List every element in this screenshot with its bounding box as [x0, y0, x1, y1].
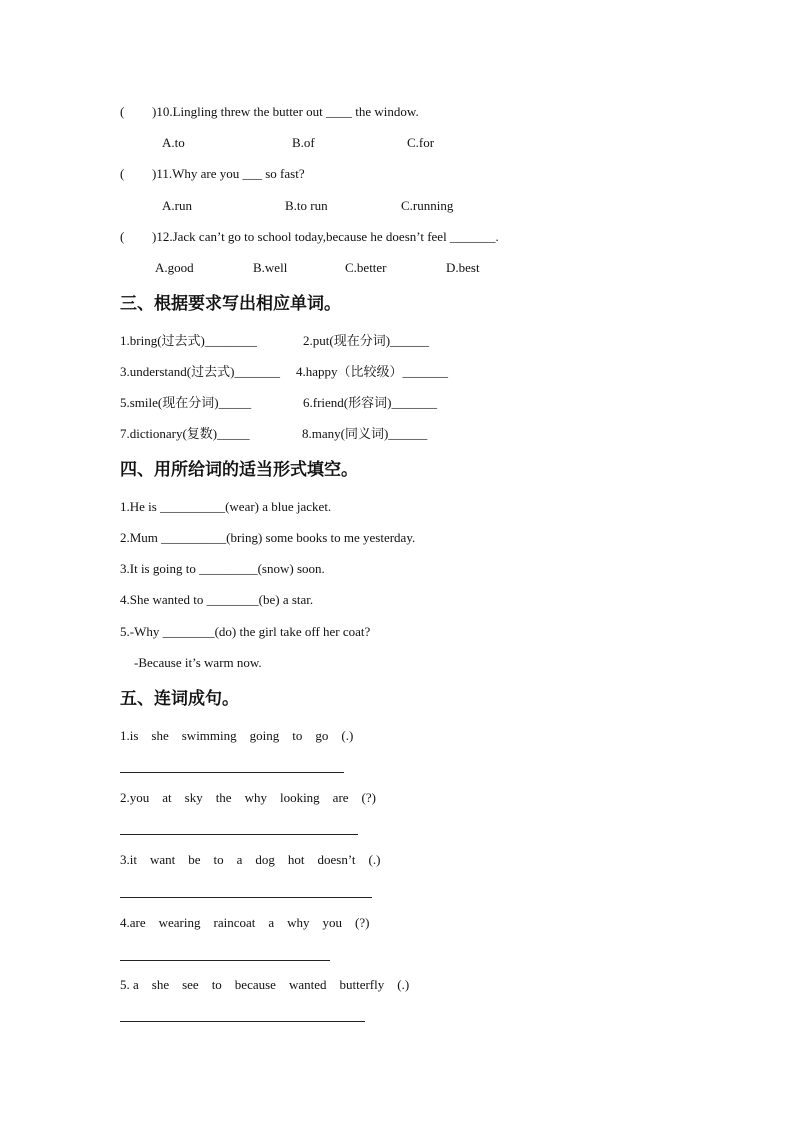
- sentence-item: 1.is she swimming going to go (.): [120, 728, 354, 743]
- answer-line: [120, 960, 330, 961]
- fill-item: 3.It is going to _________(snow) soon.: [120, 561, 325, 576]
- section-4-title: 四、用所给词的适当形式填空。: [120, 460, 358, 480]
- answer-paren: (: [120, 104, 125, 119]
- answer-line: [120, 1021, 365, 1022]
- question-12: )12.Jack can’t go to school today,because he doesn’t feel _______.: [152, 229, 499, 244]
- fill-item: 2.Mum __________(bring) some books to me yesterday.: [120, 530, 416, 545]
- fill-item: 4.She wanted to ________(be) a star.: [120, 592, 314, 607]
- answer-line: [120, 772, 344, 773]
- word-item: 7.dictionary(复数)_____: [120, 426, 250, 441]
- option: C.running: [401, 198, 454, 213]
- option: A.run: [162, 198, 192, 213]
- sentence-item: 3.it want be to a dog hot doesn’t (.): [120, 852, 381, 867]
- word-item: 6.friend(形容词)_______: [303, 395, 437, 410]
- sentence-item: 2.you at sky the why looking are (?): [120, 790, 376, 805]
- option: B.of: [292, 135, 315, 150]
- word-item: 5.smile(现在分词)_____: [120, 395, 252, 410]
- word-item: 1.bring(过去式)________: [120, 333, 257, 348]
- word-item: 8.many(同义词)______: [302, 426, 428, 441]
- sentence-item: 4.are wearing raincoat a why you (?): [120, 915, 370, 930]
- answer-line: [120, 834, 358, 835]
- section-3-title: 三、根据要求写出相应单词。: [120, 294, 341, 314]
- option: C.for: [407, 135, 435, 150]
- option: D.best: [446, 260, 480, 275]
- answer-line: [120, 897, 372, 898]
- option: A.good: [155, 260, 194, 275]
- fill-item: 5.-Why ________(do) the girl take off her coat?: [120, 624, 371, 639]
- section-5-title: 五、连词成句。: [120, 689, 239, 709]
- fill-item: 1.He is __________(wear) a blue jacket.: [120, 499, 332, 514]
- fill-item: -Because it’s warm now.: [134, 655, 262, 670]
- answer-paren: (: [120, 166, 125, 181]
- option: B.well: [253, 260, 288, 275]
- word-item: 2.put(现在分词)______: [303, 333, 430, 348]
- word-item: 3.understand(过去式)_______: [120, 364, 280, 379]
- question-10: )10.Lingling threw the butter out ____ the window.: [152, 104, 419, 119]
- answer-paren: (: [120, 229, 125, 244]
- word-item: 4.happy（比较级）_______: [296, 364, 449, 379]
- option: C.better: [345, 260, 387, 275]
- question-11: )11.Why are you ___ so fast?: [152, 166, 305, 181]
- option: B.to run: [285, 198, 328, 213]
- sentence-item: 5. a she see to because wanted butterfly (.): [120, 977, 410, 992]
- option: A.to: [162, 135, 185, 150]
